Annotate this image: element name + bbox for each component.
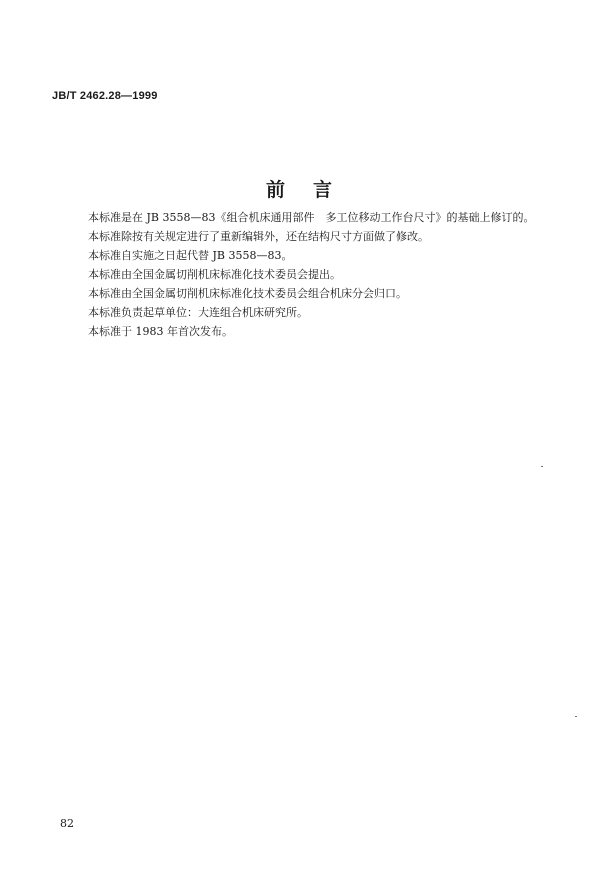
title-char-2: 言	[313, 179, 335, 201]
page-title	[0, 175, 600, 202]
foreword-paragraph: 本标准负责起草单位：大连组合机床研究所。	[88, 306, 308, 319]
scan-speck	[575, 716, 577, 717]
page-number: 82	[60, 817, 74, 830]
standard-number: JB/T 2462.28—1999	[52, 90, 158, 102]
scan-speck	[541, 466, 543, 467]
foreword-paragraph: 本标准是在 JB 3558—83《组合机床通用部件 多工位移动工作台尺寸》的基础上修订的。	[88, 211, 535, 224]
foreword-paragraph: 本标准自实施之日起代替 JB 3558—83。	[88, 249, 293, 262]
foreword-paragraph: 本标准除按有关规定进行了重新编辑外，还在结构尺寸方面做了修改。	[88, 230, 429, 243]
foreword-paragraph: 本标准由全国金属切削机床标准化技术委员会提出。	[88, 268, 341, 281]
foreword-paragraph: 本标准于 1983 年首次发布。	[88, 325, 233, 338]
foreword-body	[88, 208, 568, 341]
foreword-paragraph: 本标准由全国金属切削机床标准化技术委员会组合机床分会归口。	[88, 287, 407, 300]
title-char-1: 前	[265, 179, 287, 201]
